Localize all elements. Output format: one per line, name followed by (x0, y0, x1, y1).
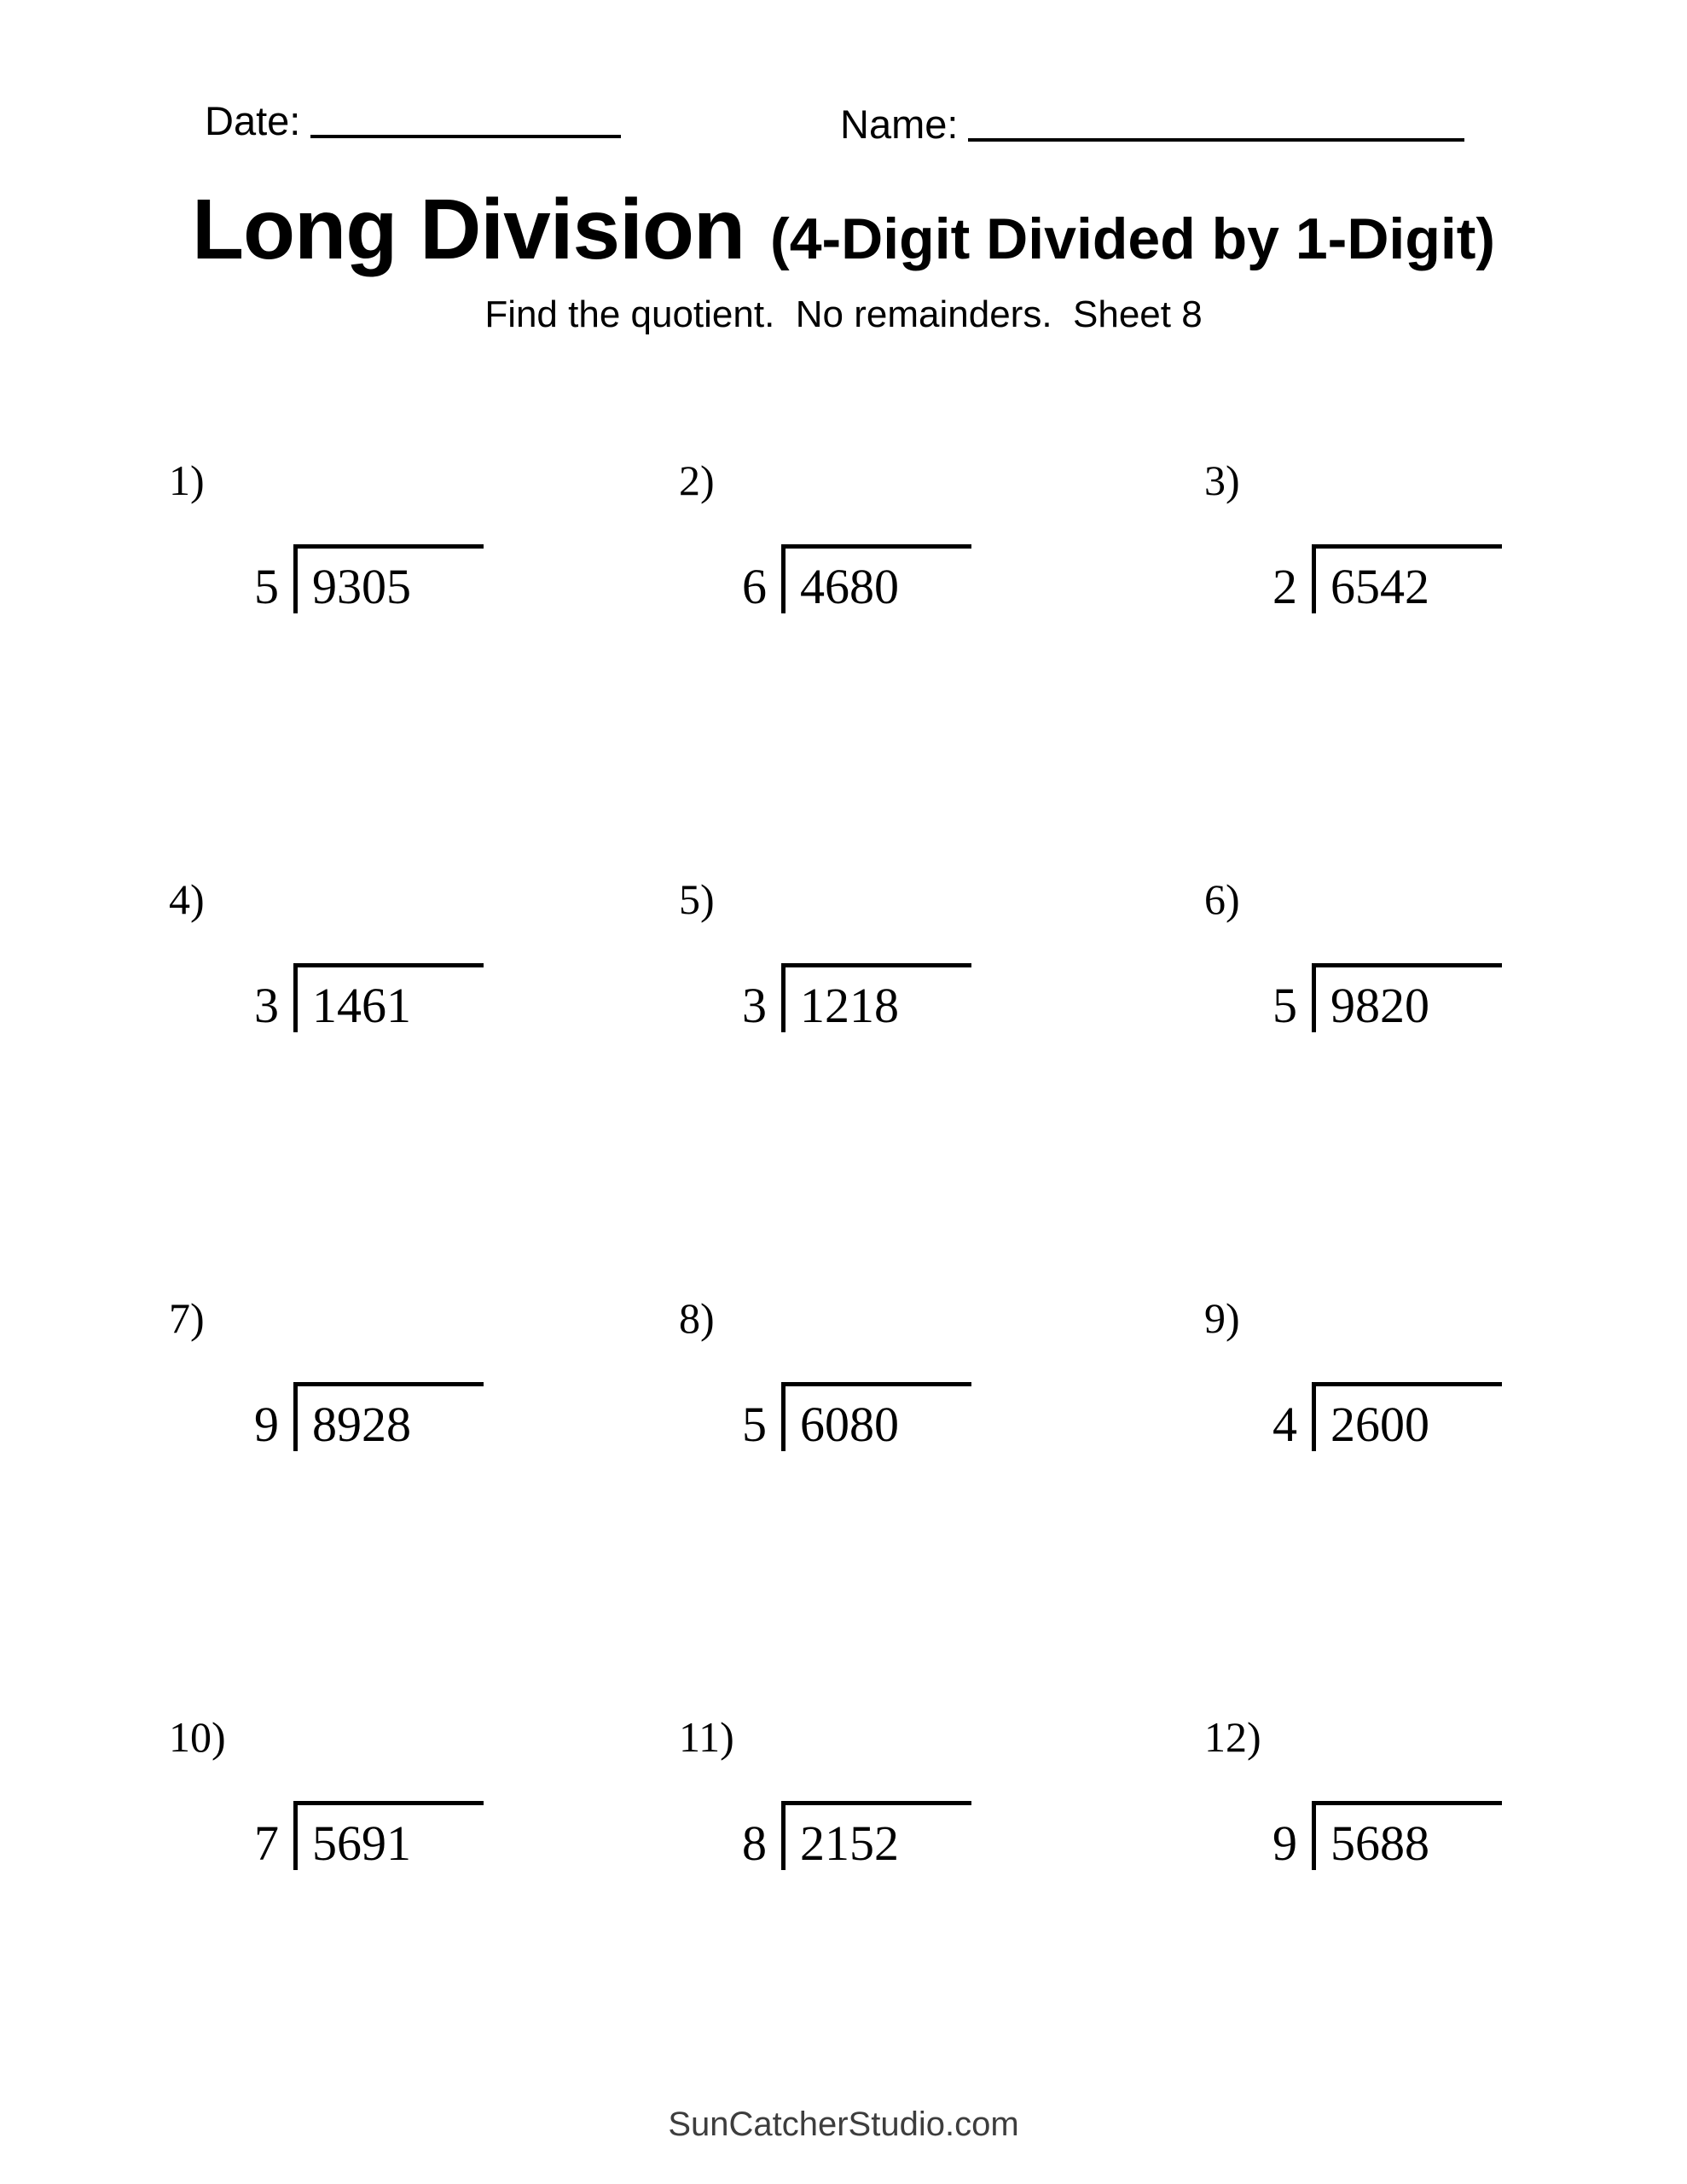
problem-1 (119, 456, 648, 878)
problem-6 (1177, 875, 1655, 1297)
division-expression (742, 1801, 971, 1870)
name-field (840, 102, 1464, 147)
divisor: 7 (254, 1815, 279, 1871)
problem-3 (1177, 456, 1655, 878)
name-blank-line (968, 138, 1464, 142)
dividend: 2600 (1312, 1382, 1502, 1451)
divisor: 2 (1272, 559, 1297, 614)
divisor: 5 (254, 559, 279, 614)
divisor: 6 (742, 559, 767, 614)
problem-number: 1) (169, 456, 205, 504)
date-field (205, 98, 621, 143)
problem-number: 9) (1204, 1294, 1240, 1342)
dividend: 9305 (293, 544, 484, 613)
problem-number: 4) (169, 875, 205, 923)
page-title-suffix: (4-Digit Divided by 1-Digit) (770, 206, 1496, 271)
division-expression (742, 544, 971, 613)
date-label: Date: (205, 98, 301, 143)
problems-grid (119, 456, 1655, 2135)
division-expression (254, 1382, 484, 1451)
problem-10 (119, 1713, 648, 2135)
division-expression (254, 963, 484, 1032)
footer-credit: SunCatcherStudio.com (668, 2106, 1019, 2143)
problem-2 (648, 456, 1177, 878)
problem-number: 10) (169, 1713, 226, 1761)
problem-number: 12) (1204, 1713, 1261, 1761)
dividend: 6542 (1312, 544, 1502, 613)
page-title: Long Division (191, 182, 745, 277)
dividend: 2152 (781, 1801, 971, 1870)
divisor: 5 (742, 1397, 767, 1452)
problem-8 (648, 1294, 1177, 1716)
divisor: 3 (254, 978, 279, 1033)
date-blank-line (310, 135, 621, 138)
problem-number: 5) (679, 875, 715, 923)
dividend: 6080 (781, 1382, 971, 1451)
dividend: 9820 (1312, 963, 1502, 1032)
problem-number: 2) (679, 456, 715, 504)
problem-number: 3) (1204, 456, 1240, 504)
problem-11 (648, 1713, 1177, 2135)
problem-number: 11) (679, 1713, 734, 1761)
divisor: 8 (742, 1815, 767, 1871)
dividend: 5691 (293, 1801, 484, 1870)
divisor: 9 (1272, 1815, 1297, 1871)
divisor: 5 (1272, 978, 1297, 1033)
division-expression (1272, 963, 1502, 1032)
problem-12 (1177, 1713, 1655, 2135)
problem-number: 7) (169, 1294, 205, 1342)
division-expression (1272, 544, 1502, 613)
division-expression (254, 544, 484, 613)
dividend: 5688 (1312, 1801, 1502, 1870)
worksheet-title-row (0, 181, 1687, 279)
dividend: 1218 (781, 963, 971, 1032)
division-expression (254, 1801, 484, 1870)
dividend: 8928 (293, 1382, 484, 1451)
name-label: Name: (840, 102, 959, 147)
problem-4 (119, 875, 648, 1297)
problem-number: 6) (1204, 875, 1240, 923)
division-expression (742, 1382, 971, 1451)
problem-7 (119, 1294, 648, 1716)
problem-5 (648, 875, 1177, 1297)
dividend: 4680 (781, 544, 971, 613)
division-expression (742, 963, 971, 1032)
worksheet-instructions: Find the quotient. No remainders. Sheet 8 (484, 293, 1203, 335)
division-expression (1272, 1382, 1502, 1451)
problem-number: 8) (679, 1294, 715, 1342)
dividend: 1461 (293, 963, 484, 1032)
divisor: 4 (1272, 1397, 1297, 1452)
division-expression (1272, 1801, 1502, 1870)
divisor: 3 (742, 978, 767, 1033)
divisor: 9 (254, 1397, 279, 1452)
problem-9 (1177, 1294, 1655, 1716)
